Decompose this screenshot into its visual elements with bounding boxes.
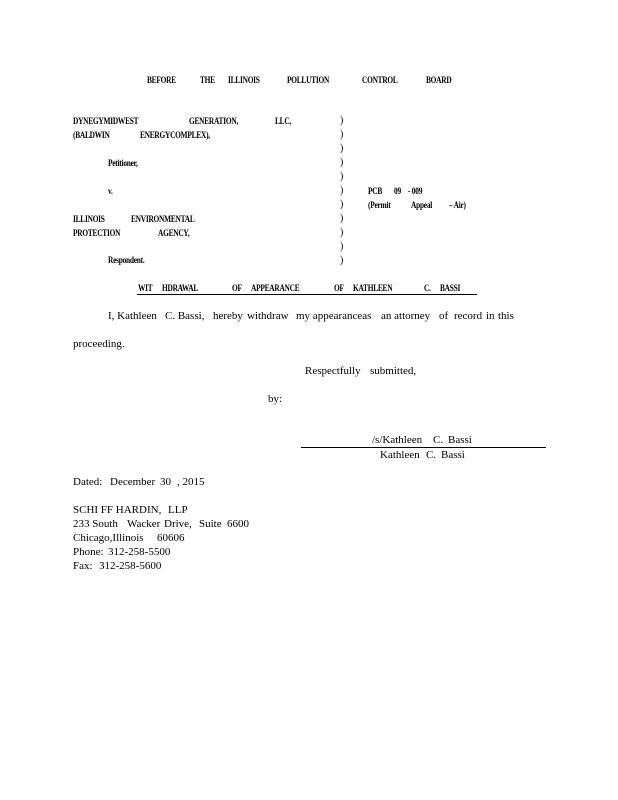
fax-label: Fax: — [73, 560, 93, 572]
body-word: hereby — [213, 310, 243, 322]
body-word: an attorney — [381, 310, 431, 322]
petitioner-name: LLC, — [275, 116, 292, 126]
heading-word: POLLUTION — [287, 75, 330, 85]
body-word: I, Kathleen — [108, 310, 157, 322]
signer-name: C. — [426, 449, 437, 461]
closing-word: Respectfully — [305, 365, 361, 377]
phone-label: Phone: — [73, 546, 104, 558]
phone-number: 312-258-5500 — [108, 546, 171, 558]
petitioner-name: ENERGYCOMPLEX), — [140, 130, 210, 140]
signer-name: Kathleen — [380, 449, 420, 461]
signature-line — [301, 447, 546, 448]
e-signature: C. — [433, 434, 444, 446]
firm-zip: 60606 — [157, 532, 185, 544]
body-word: record — [454, 310, 483, 322]
title-word: OF — [232, 283, 242, 293]
paren: ) — [340, 129, 344, 140]
paren: ) — [340, 143, 344, 154]
petitioner-role: Petitioner, — [108, 158, 138, 168]
heading-word: BEFORE — [147, 75, 176, 85]
heading-word: BOARD — [426, 75, 452, 85]
body-word: this — [498, 310, 514, 322]
petitioner-name: GENERATION, — [189, 116, 239, 126]
body-word: withdraw — [247, 310, 289, 322]
respondent-name: PROTECTION — [73, 228, 121, 238]
respondent-role: Respondent. — [108, 255, 145, 265]
paren: ) — [340, 115, 344, 126]
petitioner-name: (BALDWIN — [73, 130, 110, 140]
firm-city: Chicago,Illinois — [73, 532, 144, 544]
paren: ) — [340, 157, 344, 168]
title-word: BASSI — [440, 283, 461, 293]
title-underline — [137, 294, 477, 295]
title-word: HDRAWAL — [162, 283, 199, 293]
firm-street: 6600 — [227, 518, 249, 530]
title-word: KATHLEEN — [353, 283, 393, 293]
case-type-part: Appeal — [411, 200, 433, 210]
respondent-name: AGENCY, — [158, 228, 190, 238]
firm-street: Wacker — [127, 518, 161, 530]
title-word: C. — [424, 283, 431, 293]
paren: ) — [340, 227, 344, 238]
case-type-part: – Air) — [449, 200, 466, 210]
firm-street: Drive, — [164, 518, 192, 530]
body-word: of — [439, 310, 449, 322]
versus: v. — [108, 186, 113, 196]
paren: ) — [340, 255, 344, 266]
body-word: C. Bassi, — [165, 310, 205, 322]
paren: ) — [340, 213, 344, 224]
fax-number: 312-258-5600 — [99, 560, 162, 572]
dated-month: December — [110, 476, 156, 488]
e-signature: Bassi — [448, 434, 472, 446]
body-word: proceeding. — [73, 338, 125, 350]
paren: ) — [340, 199, 344, 210]
petitioner-name: DYNEGYMIDWEST — [73, 116, 139, 126]
e-signature: /s/Kathleen — [372, 434, 423, 446]
paren: ) — [340, 185, 344, 196]
dated-year: , 2015 — [177, 476, 205, 488]
case-number-part: 09 — [394, 186, 401, 196]
heading-word: ILLINOIS — [228, 75, 260, 85]
firm-name: SCHI FF HARDIN, — [73, 504, 162, 516]
signer-name: Bassi — [441, 449, 465, 461]
dated-label: Dated: — [73, 476, 103, 488]
closing-word: submitted, — [370, 365, 417, 377]
respondent-name: ENVIRONMENTAL — [131, 214, 195, 224]
body-word: my appearanceas — [296, 310, 372, 322]
case-number-part: - 009 — [408, 186, 423, 196]
title-word: OF — [334, 283, 344, 293]
respondent-name: ILLINOIS — [73, 214, 105, 224]
firm-street: Suite — [199, 518, 222, 530]
firm-street: 233 South — [73, 518, 118, 530]
paren: ) — [340, 171, 344, 182]
case-number-part: PCB — [368, 186, 383, 196]
heading-word: CONTROL — [362, 75, 398, 85]
dated-day: 30 — [160, 476, 171, 488]
paren: ) — [340, 241, 344, 252]
body-word: in — [486, 310, 495, 322]
by-label: by: — [268, 393, 283, 405]
firm-name: LLP — [168, 504, 188, 516]
heading-word: THE — [200, 75, 215, 85]
case-type-part: (Permit — [368, 200, 391, 210]
title-word: APPEARANCE — [251, 283, 300, 293]
title-word: WIT — [138, 283, 153, 293]
